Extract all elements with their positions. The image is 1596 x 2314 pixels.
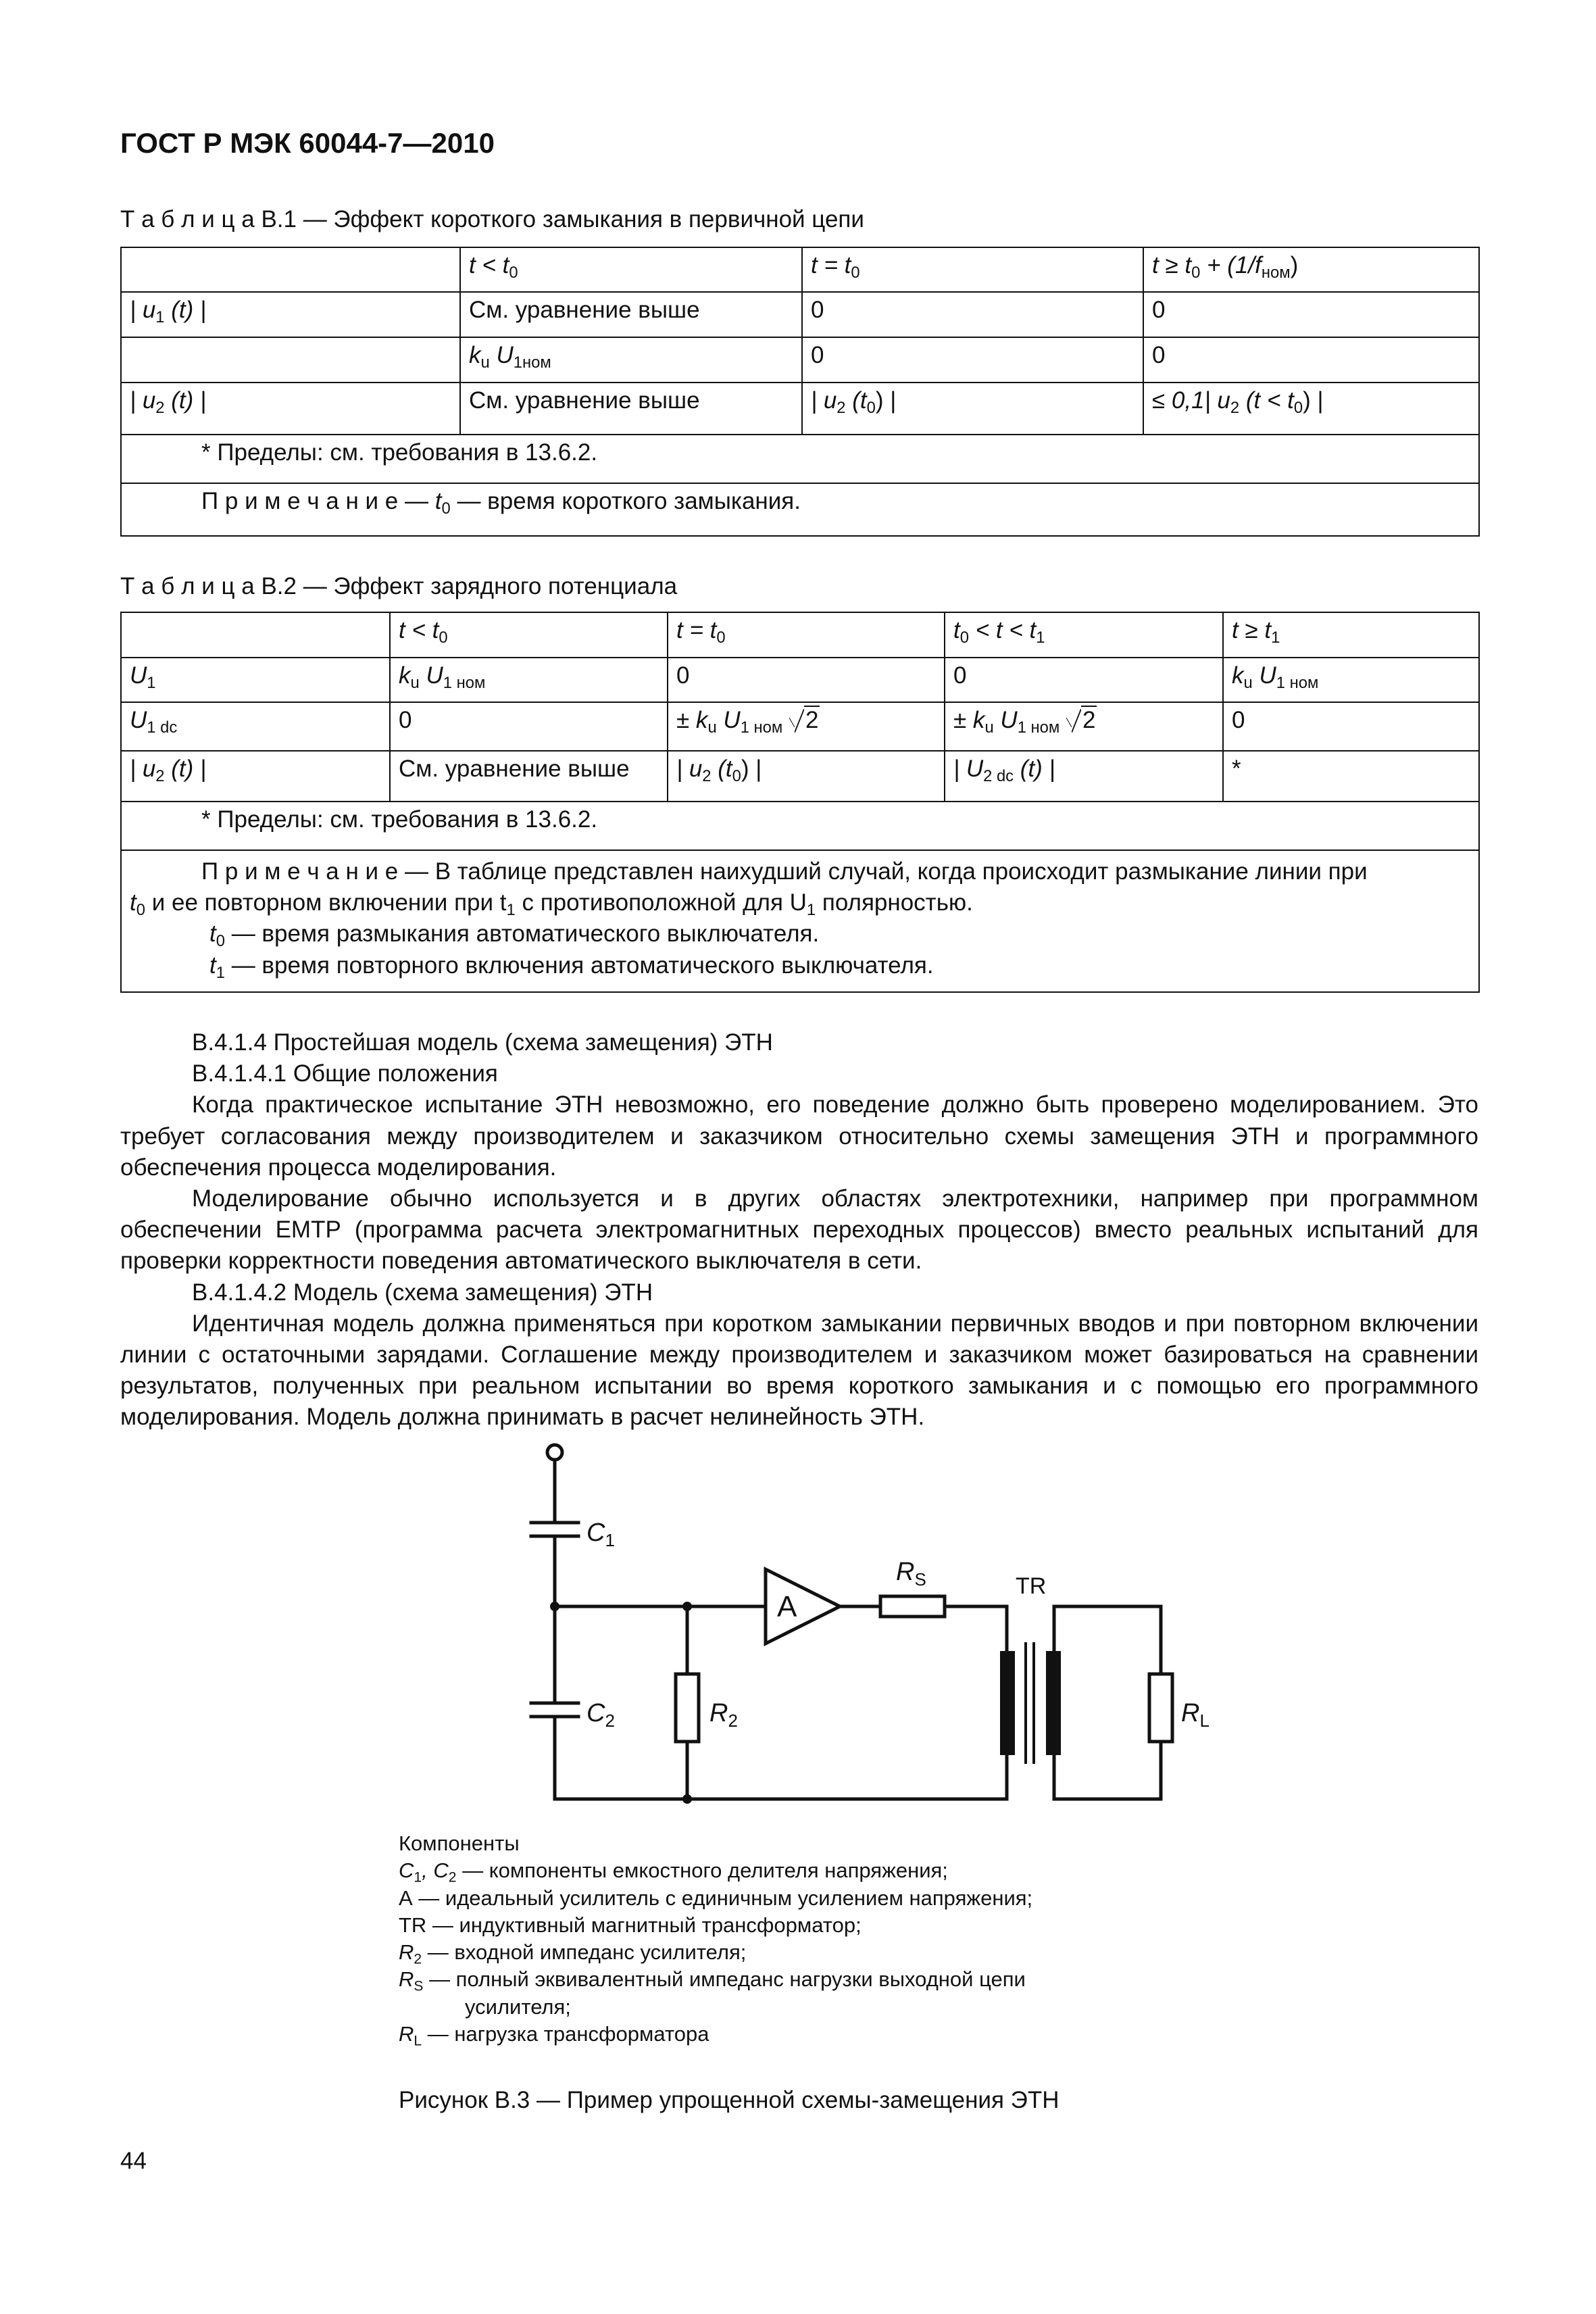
table-cell bbox=[1143, 383, 1479, 435]
label-r2: $R_2$ bbox=[709, 1699, 738, 1731]
legend-sub: 1 bbox=[414, 1869, 422, 1886]
document-header: ГОСТ Р МЭК 60044-7—2010 bbox=[120, 127, 495, 159]
legend-item bbox=[399, 2021, 1223, 2048]
legend-sub: S bbox=[414, 1978, 424, 1994]
note-line bbox=[130, 918, 1470, 950]
cell-sub: 1 bbox=[155, 308, 165, 327]
note-text: и ее повторном включении при t bbox=[145, 889, 507, 916]
resistor-rl bbox=[1149, 1674, 1172, 1742]
cell-text: t < t bbox=[469, 252, 509, 278]
note-sub: 1 bbox=[806, 901, 816, 920]
cell-text: U bbox=[1252, 662, 1276, 689]
table-cell bbox=[668, 612, 945, 658]
cell-sub: 1 ном bbox=[740, 718, 783, 737]
legend-item bbox=[399, 1857, 1223, 1884]
cell-text: (t) | bbox=[164, 297, 207, 323]
cell-text: (t bbox=[711, 756, 732, 782]
table-row bbox=[121, 612, 1479, 658]
cell-sub: 0 bbox=[959, 629, 969, 647]
circuit-diagram bbox=[384, 1436, 1330, 1835]
transformer-secondary-winding bbox=[1046, 1651, 1061, 1755]
table-row bbox=[121, 292, 1479, 337]
sqrt-value: 2 bbox=[805, 707, 819, 733]
label-tr: TR bbox=[1016, 1573, 1047, 1599]
note-text: В таблице представлен наихудший случай, когда происходит размыкание линии при bbox=[428, 858, 1368, 885]
legend-title: Компоненты bbox=[399, 1831, 520, 1855]
section-heading: В.4.1.4.1 Общие положения bbox=[192, 1060, 498, 1087]
table-cell bbox=[460, 337, 802, 383]
legend-item bbox=[399, 1966, 1223, 1993]
paragraph: Моделирование обычно используется и в других областях электротехники, например при программном обеспечении ЕМТР (программа расчета электромагнитных переходных процессов) вместо реальных испытаний для проверки корректности поведения автоматического выключателя в сети. bbox=[120, 1185, 1478, 1275]
legend-item: А — идеальный усилитель с единичным усилением напряжения; bbox=[399, 1886, 1033, 1910]
legend-text: — нагрузка трансформатора bbox=[422, 2022, 709, 2046]
table-cell bbox=[945, 612, 1223, 658]
cell-sub: 0 bbox=[509, 264, 518, 282]
table-cell: См. уравнение выше bbox=[460, 383, 802, 435]
table-cell bbox=[121, 337, 460, 383]
table-b2 bbox=[120, 612, 1480, 993]
figure-legend bbox=[399, 1830, 1223, 2048]
note-symbol: t bbox=[209, 920, 216, 947]
table-cell: 0 bbox=[668, 658, 945, 702]
note-symbol: t bbox=[434, 488, 442, 514]
table-row bbox=[121, 435, 1479, 483]
note-line bbox=[130, 856, 1470, 887]
label-c1: $C_1$ bbox=[587, 1519, 615, 1550]
table-row bbox=[121, 383, 1479, 435]
table-row bbox=[121, 337, 1479, 383]
cell-sub: 0 bbox=[716, 629, 726, 647]
table-row bbox=[121, 802, 1479, 850]
table-row bbox=[121, 483, 1479, 536]
label-a: A bbox=[777, 1590, 797, 1623]
cell-sub: 0 bbox=[1191, 264, 1201, 282]
legend-symbol: , C bbox=[422, 1858, 449, 1883]
table-cell bbox=[945, 751, 1223, 802]
legend-item: TR — индуктивный магнитный трансформатор; bbox=[399, 1913, 862, 1937]
cell-text: U bbox=[130, 707, 147, 733]
table-cell bbox=[121, 751, 390, 802]
cell-text: U bbox=[489, 342, 514, 368]
legend-text: — входной импеданс усилителя; bbox=[422, 1940, 747, 1965]
cell-sub: 0 bbox=[1293, 399, 1303, 418]
cell-text: | u bbox=[811, 387, 837, 414]
cell-sub: 1 ном bbox=[443, 674, 486, 693]
note-label: П р и м е ч а н и е — bbox=[201, 488, 428, 514]
table-cell bbox=[1143, 247, 1479, 292]
legend-symbol: C bbox=[399, 1858, 414, 1883]
cell-sub: 2 bbox=[837, 399, 846, 418]
cell-sub: 0 bbox=[439, 629, 448, 647]
cell-sub: u bbox=[984, 718, 994, 737]
cell-text: ± k bbox=[953, 707, 985, 733]
cell-sub: 2 bbox=[702, 767, 712, 786]
cell-sub: ном bbox=[1261, 264, 1291, 282]
cell-sub: 1 ном bbox=[1017, 718, 1060, 737]
cell-sub: 0 bbox=[851, 264, 860, 282]
table-footnote: * Пределы: см. требования в 13.6.2. bbox=[121, 802, 1479, 850]
note-text: — время размыкания автоматического выключателя. bbox=[224, 920, 820, 947]
table-cell bbox=[802, 247, 1143, 292]
cell-text: | u bbox=[130, 387, 156, 414]
legend-sub: 2 bbox=[414, 1951, 422, 1967]
cell-text: (t) | bbox=[1014, 756, 1055, 782]
cell-sub: 1 bbox=[1036, 629, 1045, 647]
table-cell bbox=[1223, 612, 1479, 658]
cell-text: t < t bbox=[399, 617, 439, 643]
table1-caption-text: — Эффект короткого замыкания в первичной цепи bbox=[296, 206, 864, 232]
cell-sub: 2 bbox=[155, 399, 165, 418]
note-label: П р и м е ч а н и е — bbox=[201, 858, 428, 885]
table-cell: 0 bbox=[945, 658, 1223, 702]
note-symbol: t bbox=[130, 889, 136, 916]
table-cell: См. уравнение выше bbox=[460, 292, 802, 337]
cell-text: k bbox=[399, 662, 411, 689]
table-cell: См. уравнение выше bbox=[390, 751, 668, 802]
cell-text: k bbox=[469, 342, 481, 368]
table2-caption-prefix: Т а б л и ц а В.2 bbox=[120, 573, 297, 599]
table2-caption-text: — Эффект зарядного потенциала bbox=[296, 573, 678, 599]
cell-text: t = t bbox=[811, 252, 851, 278]
table-cell bbox=[121, 247, 460, 292]
note-sub: 0 bbox=[216, 932, 225, 951]
cell-sub: 0 bbox=[732, 767, 741, 786]
cell-text: (t bbox=[845, 387, 867, 414]
cell-text: (t) | bbox=[164, 387, 207, 414]
cell-text: ) bbox=[1290, 252, 1299, 278]
table-cell: 0 bbox=[1223, 702, 1479, 751]
legend-symbol: R bbox=[399, 1940, 414, 1965]
cell-sub: 1 dc bbox=[147, 718, 178, 737]
cell-sub: u bbox=[410, 674, 420, 693]
cell-text: ± k bbox=[676, 707, 708, 733]
legend-item-continuation: усилителя; bbox=[465, 1994, 571, 2019]
cell-text: U bbox=[993, 707, 1018, 733]
cell-text: + (1/f bbox=[1200, 252, 1262, 278]
legend-symbol: R bbox=[399, 1967, 414, 1992]
table-cell: 0 bbox=[390, 702, 668, 751]
table-cell bbox=[945, 702, 1223, 751]
table2-caption bbox=[120, 571, 677, 602]
cell-text: ) | bbox=[875, 387, 897, 414]
label-rl: $R_L$ bbox=[1181, 1699, 1210, 1731]
cell-text: U bbox=[419, 662, 443, 689]
cell-text: t ≥ t bbox=[1232, 617, 1272, 643]
document-page bbox=[120, 0, 1478, 2314]
cell-sub: 2 bbox=[1230, 399, 1240, 418]
cell-text: k bbox=[1232, 662, 1244, 689]
cell-text: U bbox=[130, 662, 147, 689]
cell-text: | u bbox=[676, 756, 703, 782]
table-cell bbox=[121, 702, 390, 751]
table-cell: 0 bbox=[802, 337, 1143, 383]
label-rs: $R_S$ bbox=[896, 1558, 926, 1590]
note-text: — время повторного включения автоматического выключателя. bbox=[224, 952, 934, 979]
cell-sub: 0 bbox=[866, 399, 876, 418]
cell-text: t bbox=[953, 617, 960, 643]
resistor-r2 bbox=[676, 1674, 699, 1742]
note-sub: 1 bbox=[506, 901, 516, 920]
cell-text: ) | bbox=[741, 756, 762, 782]
junction-node bbox=[682, 1794, 692, 1804]
cell-text: ) | bbox=[1303, 387, 1324, 414]
sqrt-symbol bbox=[1066, 706, 1097, 735]
table-cell bbox=[390, 612, 668, 658]
table-cell bbox=[668, 751, 945, 802]
body-section bbox=[120, 1027, 1478, 1433]
junction-node bbox=[550, 1602, 559, 1611]
note-sub: 0 bbox=[441, 499, 451, 518]
legend-symbol: R bbox=[399, 2022, 414, 2046]
table-row bbox=[121, 247, 1479, 292]
legend-sub: 2 bbox=[448, 1869, 457, 1886]
cell-sub: u bbox=[480, 353, 490, 372]
cell-text: (t) | bbox=[164, 756, 207, 782]
table1-caption-prefix: Т а б л и ц а В.1 bbox=[120, 206, 297, 232]
table-cell bbox=[1223, 658, 1479, 702]
table-footnote: * Пределы: см. требования в 13.6.2. bbox=[121, 435, 1479, 483]
section-heading: В.4.1.4 Простейшая модель (схема замещения) ЭТН bbox=[192, 1029, 773, 1056]
cell-sub: 1ном bbox=[513, 353, 551, 372]
cell-sub: u bbox=[707, 718, 717, 737]
paragraph: Идентичная модель должна применяться при коротком замыкании первичных вводов и при повторном включении линии с остаточными зарядами. Соглашение между производителем и заказчиком может базироваться на сравнении результатов, полученных при реальном испытании во время короткого замыкания и с помощью его программного моделирования. Модель должна принимать в расчет нелинейность ЭТН. bbox=[120, 1310, 1478, 1431]
table-note bbox=[121, 483, 1479, 536]
table-cell bbox=[121, 612, 390, 658]
note-line bbox=[130, 950, 1470, 981]
label-c2: $C_2$ bbox=[587, 1699, 615, 1731]
table-cell bbox=[460, 247, 802, 292]
table-cell: 0 bbox=[1143, 337, 1479, 383]
table-cell bbox=[390, 658, 668, 702]
sqrt-symbol bbox=[789, 706, 820, 735]
table-b1 bbox=[120, 247, 1480, 537]
cell-text: < t < t bbox=[968, 617, 1037, 643]
table-cell bbox=[668, 702, 945, 751]
cell-text: | u bbox=[130, 297, 156, 323]
note-line bbox=[130, 887, 1470, 918]
note-sub: 0 bbox=[136, 901, 145, 920]
cell-text: U bbox=[716, 707, 741, 733]
legend-item bbox=[399, 1939, 1223, 1966]
table-cell bbox=[121, 383, 460, 435]
cell-text: | u bbox=[130, 756, 156, 782]
terminal-icon bbox=[547, 1445, 562, 1460]
note-text: полярностью. bbox=[816, 889, 973, 916]
table1-caption bbox=[120, 204, 864, 235]
legend-text: — полный эквивалентный импеданс нагрузки выходной цепи bbox=[423, 1967, 1026, 1992]
cell-sub: 1 ном bbox=[1276, 674, 1319, 693]
legend-sub: L bbox=[414, 2033, 422, 2049]
cell-text: | U bbox=[953, 756, 984, 782]
note-symbol: t bbox=[209, 952, 216, 979]
table-row bbox=[121, 850, 1479, 992]
cell-text: (t < t bbox=[1239, 387, 1294, 414]
table-cell: 0 bbox=[802, 292, 1143, 337]
note-sub: 1 bbox=[216, 963, 225, 982]
figure-caption: Рисунок В.3 — Пример упрощенной схемы-замещения ЭТН bbox=[399, 2087, 1059, 2113]
table-cell bbox=[121, 658, 390, 702]
cell-sub: 2 bbox=[155, 767, 165, 786]
table-cell: * bbox=[1223, 751, 1479, 802]
cell-sub: 2 dc bbox=[983, 767, 1014, 786]
table-note bbox=[121, 850, 1479, 992]
note-text: с противоположной для U bbox=[515, 889, 807, 916]
sqrt-value: 2 bbox=[1082, 707, 1096, 733]
cell-sub: 1 bbox=[1271, 629, 1280, 647]
cell-text: t = t bbox=[676, 617, 717, 643]
resistor-rs bbox=[880, 1596, 945, 1617]
table-row bbox=[121, 702, 1479, 751]
cell-sub: u bbox=[1243, 674, 1253, 693]
table-row bbox=[121, 751, 1479, 802]
note-text: — время короткого замыкания. bbox=[450, 488, 801, 514]
transformer-primary-winding bbox=[1000, 1651, 1015, 1755]
table-cell: 0 bbox=[1143, 292, 1479, 337]
junction-node bbox=[682, 1602, 692, 1611]
table-cell bbox=[121, 292, 460, 337]
legend-text: — компоненты емкостного делителя напряжения; bbox=[456, 1858, 948, 1883]
section-heading: В.4.1.4.2 Модель (схема замещения) ЭТН bbox=[192, 1279, 653, 1306]
cell-text: t ≥ t bbox=[1152, 252, 1192, 278]
page-number: 44 bbox=[120, 2148, 147, 2174]
table-row bbox=[121, 658, 1479, 702]
cell-text: ≤ 0,1| u bbox=[1152, 387, 1230, 414]
table-cell bbox=[802, 383, 1143, 435]
cell-sub: 1 bbox=[147, 674, 156, 693]
paragraph: Когда практическое испытание ЭТН невозможно, его поведение должно быть проверено моделированием. Это требует согласования между производителем и заказчиком относительно схемы замещения ЭТН и программного обеспечения процесса моделирования. bbox=[120, 1091, 1478, 1181]
